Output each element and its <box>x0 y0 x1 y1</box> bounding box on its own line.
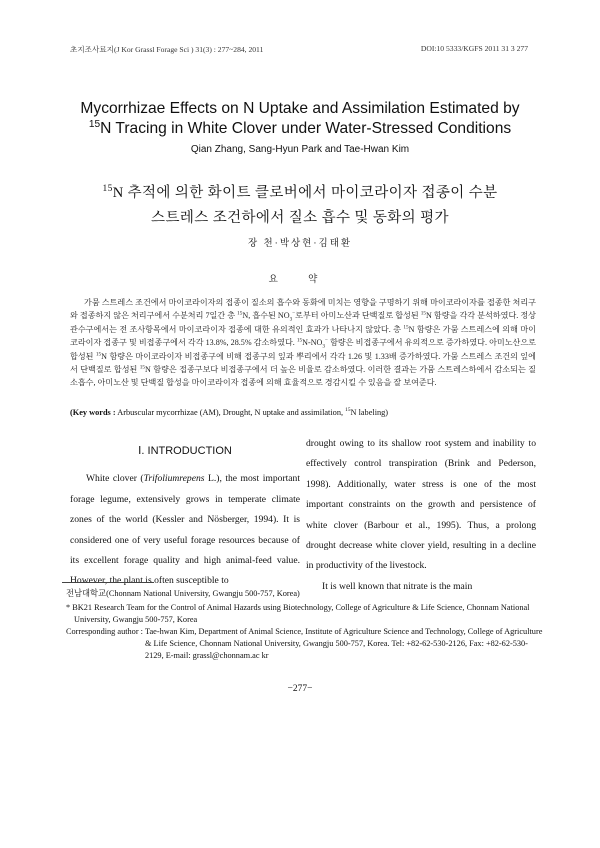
title-superscript: 15 <box>88 118 101 130</box>
abstract-heading: 요 약 <box>268 275 332 285</box>
page-number: −277− <box>287 684 313 694</box>
intro-paragraph-1-continued: drought owing to its shallow root system and inability to effectively control transpiration (Brink and Pederson, 1998). Additionally, water stress is one of the most important constraints on the growth and persistence of white clover (Barbour et al., 1995). Thus, a prolong drought decrease white clover yield, resulting in a decline in productivity of the livestock. <box>306 438 536 572</box>
footnote-divider <box>62 582 154 583</box>
keywords-label: (Key words : <box>70 408 116 417</box>
author-list: Qian Zhang, Sang-Hyun Park and Tae-Hwan Kim <box>190 144 410 155</box>
korean-title-line-2: 스트레스 조건하에서 질소 흡수 및 동화의 평가 <box>151 210 449 226</box>
korean-title-superscript: 15 <box>102 184 113 195</box>
keywords: (Key words : Arbuscular mycorrhizae (AM), Drought, N uptake and assimilation, $^{15}$N labeling) <box>70 407 389 417</box>
title-line-1: Mycorrhizae Effects on N Uptake and Assimilation Estimated by <box>80 100 520 117</box>
paper-title <box>40 99 560 139</box>
korean-title-line-1: N 추적에 의한 화이트 클로버에서 마이코라이자 접종이 수분 <box>112 185 498 201</box>
journal-citation: 초지조사료지(J Kor Grassl Forage Sci ) 31(3) : 277~284, 2011 <box>70 45 264 54</box>
intro-right-column <box>306 434 536 597</box>
doi: DOI:10 5333/KGFS 2011 31 3 277 <box>420 44 528 53</box>
intro-paragraph-1: White clover (Trifoliumrepens L.), the most important forage legume, extensively grows in temperate climate zones of the world (Kessler and Nösberger, 1994). It is considered one of very useful forage resources because of its excellent forage quality and high animal-feed value. However, the plant is often susceptible to <box>70 473 300 587</box>
intro-left-column <box>70 441 300 592</box>
corresponding-author-details: Tae-hwan Kim, Department of Animal Science, Institute of Agriculture Science and Technology, College of Agriculture & Life Science, Chonnam National University, Gwangju 500-757, Korea. Tel: +82-62-530-2126, Fax: +82-62-530-2129, E-mail: grassl@chonnam.ac kr <box>144 627 543 660</box>
abstract-body: 가뭄 스트레스 조건에서 마이코라이자의 접종이 질소의 흡수와 동화에 미치는 영향을 구명하기 위해 마이코라이자를 접종한 처리구와 접종하지 않은 처리구에서 수분처리 7일간 총 $^{15}$N, 흡수된 $NO_3^-$로부터 아미노산과 단백질로 합성된 $^{15}$N 함량을 각각 분석하였다. 정상 관수구에서는 전 조사항목에서 마이코라이자 접종에 대한 유의적인 효과가 나타나지 않았다. 총 $^{15}$N 함량은 가뭄 스트레스에 의해 마이코라이자 접종구 및 비접종구에서 각각 13.8%, 28.5% 감소하였다. $^{15}N-NO_3^-$ 함량은 비접종구에서 유의적으로 증가하였다. 아미노산으로 합성된 $^{15}$N 함량은 마이코라이자 비접종구에 비해 접종구의 잎과 뿌리에서 각각 1.26 및 1.33배 증가하였다. 가뭄 스트레스 조건의 잎에서 단백질로 합성된 $^{15}$N 함량은 접종구보다 비접종구에서 더 높은 비율로 감소하였다. 이러한 결과는 가뭄 스트레스하에서 감소되는 질소흡수, 아미노산 및 단백질 합성을 마이코라이자 접종에 의해 효율적으로 경감시킬 수 있음을 잘 보여준다. <box>70 298 537 388</box>
intro-paragraph-2: It is well known that nitrate is the main <box>322 580 473 592</box>
footnote-corresponding-author <box>66 626 544 662</box>
korean-title <box>40 181 560 231</box>
korean-author-list: 장 천·박상현·김태환 <box>247 239 353 249</box>
title-line-2: N Tracing in White Clover under Water-Stressed Conditions <box>100 120 512 137</box>
corresponding-author-label: Corresponding author : <box>66 627 143 636</box>
footnote-affiliation: 전남대학교(Chonnam National University, Gwangju 500-757, Korea) <box>66 589 300 598</box>
footnote-bk21: * BK21 Research Team for the Control of Animal Hazards using Biotechnology, College of Agriculture & Life Science, Chonnam National University, Gwangju 500-757, Korea <box>66 603 530 624</box>
species-name: Trifoliumrepens <box>143 473 205 485</box>
section-heading-introduction: Ⅰ. INTRODUCTION <box>138 445 232 457</box>
